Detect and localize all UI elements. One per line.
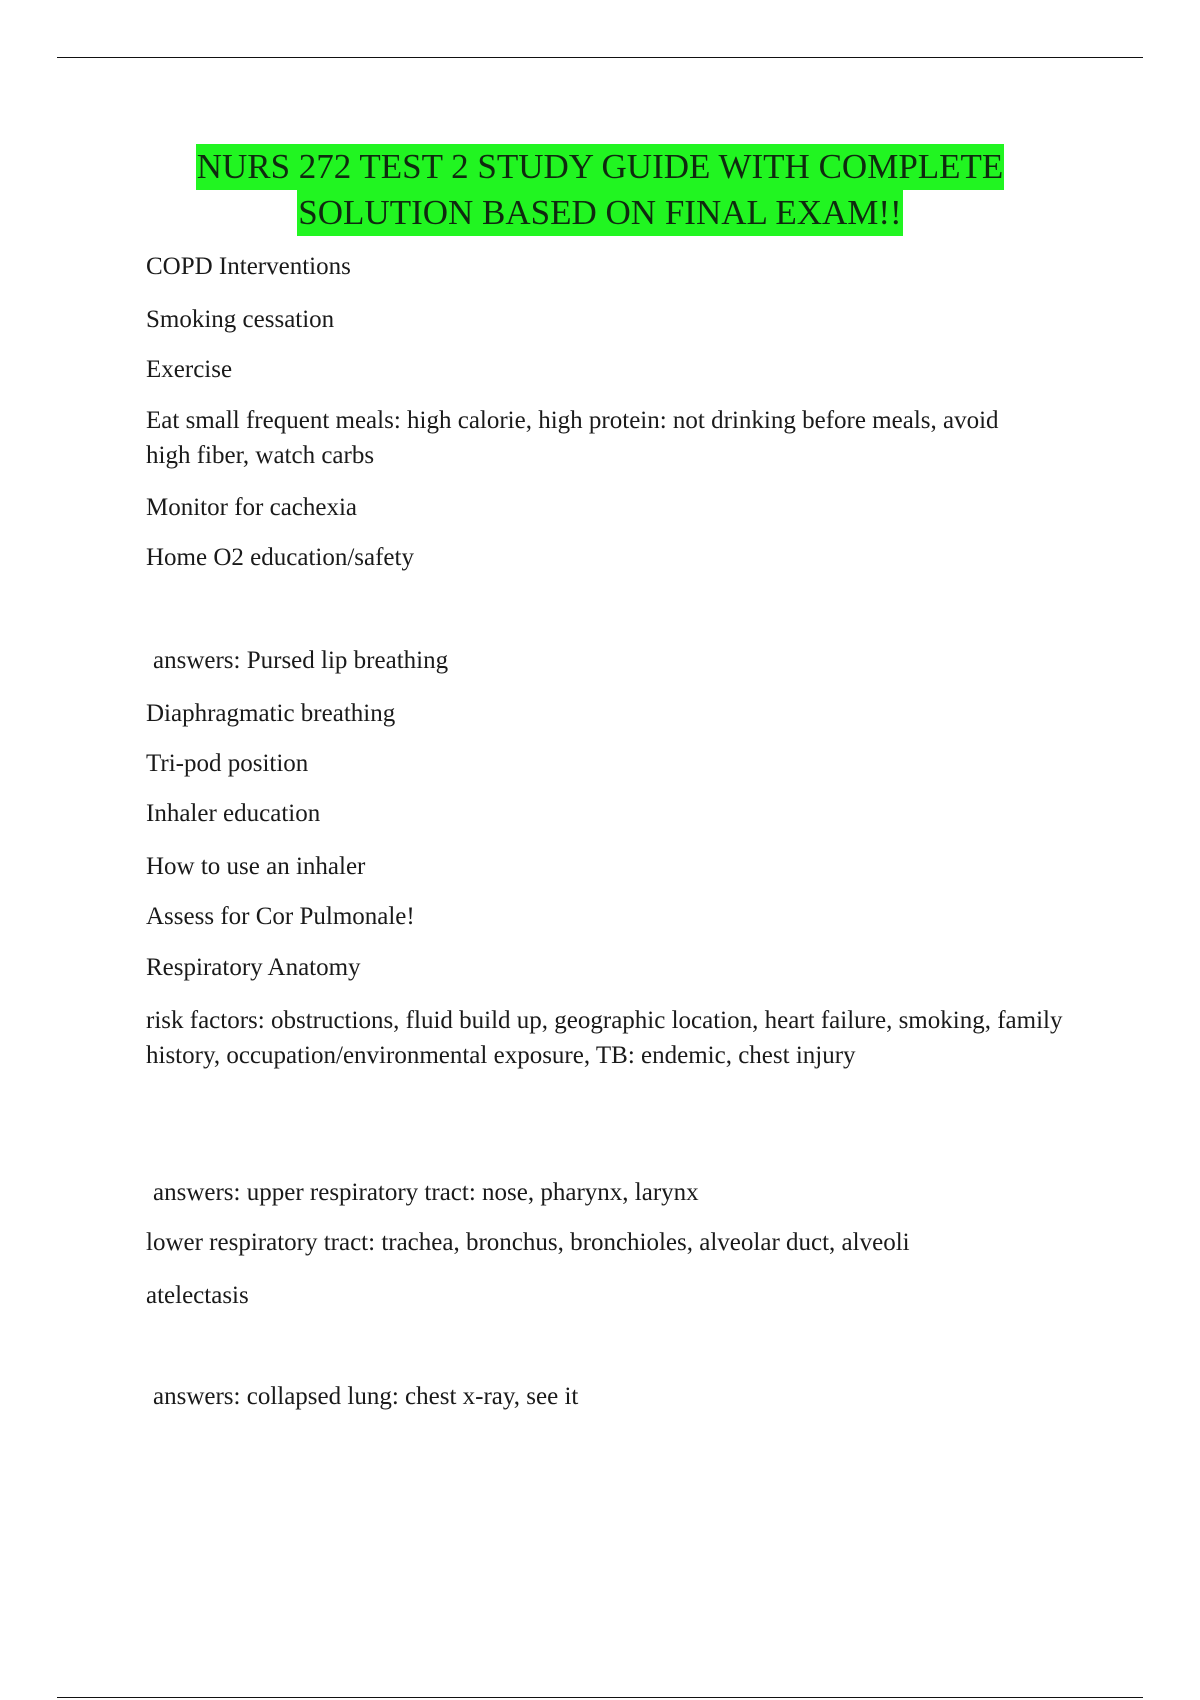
header-rule [57, 57, 1143, 58]
paragraph-copd-interventions: COPD Interventions [146, 253, 351, 280]
paragraph-tripod: Tri-pod position [146, 750, 309, 777]
title-line-1: NURS 272 TEST 2 STUDY GUIDE WITH COMPLETE [196, 144, 1005, 190]
paragraph-inhaler-education: Inhaler education [146, 800, 321, 827]
paragraph-inhaler-use: How to use an inhaler [146, 853, 366, 880]
paragraph-exercise: Exercise [146, 356, 233, 383]
paragraph-lower-tract: lower respiratory tract: trachea, bronchus, bronchioles, alveolar duct, alveoli [146, 1229, 910, 1256]
paragraph-home-o2: Home O2 education/safety [146, 544, 414, 571]
paragraph-respiratory-anatomy: Respiratory Anatomy [146, 954, 361, 981]
paragraph-atelectasis: atelectasis [146, 1282, 249, 1309]
paragraph-answer-pursed-lip: answers: Pursed lip breathing [153, 647, 449, 674]
paragraph-answer-upper-tract: answers: upper respiratory tract: nose, pharynx, larynx [153, 1179, 699, 1206]
footer-rule [57, 1697, 1143, 1698]
paragraph-smoking-cessation: Smoking cessation [146, 306, 335, 333]
paragraph-risk-factors: risk factors: obstructions, fluid build up, geographic location, heart failure, smoking, family history, occupation/environmental exposure, TB: endemic, chest injury [146, 1007, 1063, 1069]
document-title [0, 144, 1200, 236]
paragraph-answer-collapsed-lung: answers: collapsed lung: chest x-ray, see it [153, 1383, 579, 1410]
paragraph-cor-pulmonale: Assess for Cor Pulmonale! [146, 903, 415, 930]
paragraph-diaphragmatic: Diaphragmatic breathing [146, 700, 396, 727]
paragraph-cachexia: Monitor for cachexia [146, 494, 358, 521]
paragraph-meals: Eat small frequent meals: high calorie, high protein: not drinking before meals, avoid high fiber, watch carbs [146, 407, 999, 469]
title-line-2: SOLUTION BASED ON FINAL EXAM!! [297, 190, 902, 236]
